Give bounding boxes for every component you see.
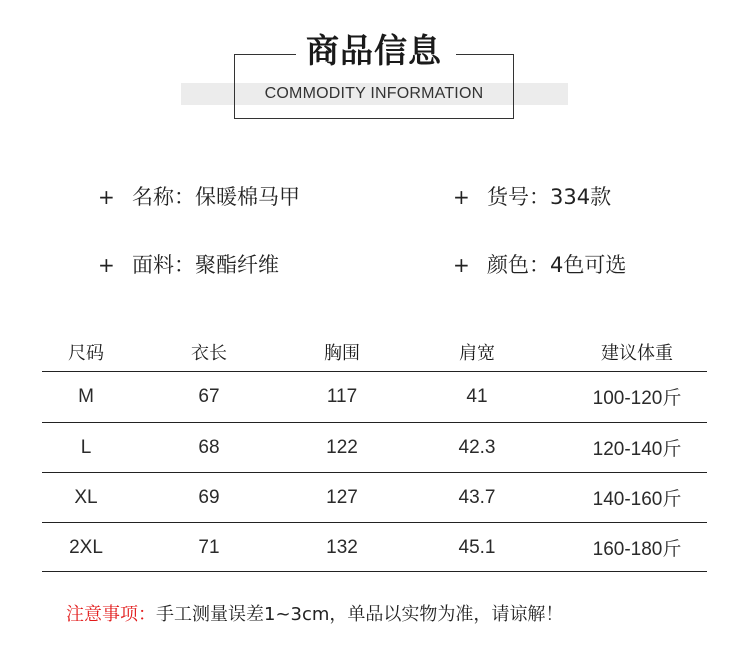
cell-chest: 127 (326, 486, 358, 508)
header-size: 尺码 (68, 343, 104, 364)
cell-length: 67 (198, 385, 220, 407)
page-title: 商品信息 (306, 31, 442, 70)
cell-length: 69 (198, 486, 220, 508)
info-name-text: 名称：保暖棉马甲 (132, 185, 300, 209)
note-label: 注意事项： (66, 604, 156, 625)
cell-weight: 100-120斤 (592, 388, 682, 409)
cell-chest: 122 (326, 436, 358, 458)
header-chest: 胸围 (324, 343, 360, 364)
cell-length: 71 (198, 536, 220, 558)
table-row (42, 423, 707, 472)
cell-length: 68 (198, 436, 220, 458)
header-length: 衣长 (191, 343, 227, 364)
page-subtitle: COMMODITY INFORMATION (264, 85, 484, 102)
cell-weight: 120-140斤 (592, 439, 682, 460)
info-item-color (453, 250, 626, 280)
size-table-header (42, 334, 707, 370)
info-color-text: 颜色：4色可选 (487, 253, 627, 277)
info-item-number-text: 货号：334款 (487, 185, 612, 209)
table-divider (42, 571, 707, 572)
cell-size: M (78, 385, 94, 407)
cell-weight: 160-180斤 (592, 539, 682, 560)
info-item-name (98, 182, 300, 212)
measurement-note (66, 600, 563, 630)
cell-chest: 117 (326, 385, 358, 407)
plus-icon: + (98, 253, 115, 277)
table-row (42, 372, 707, 421)
plus-icon: + (453, 185, 470, 209)
info-item-number (453, 182, 611, 212)
info-fabric-text: 面料：聚酯纤维 (132, 253, 279, 277)
cell-shoulder: 43.7 (458, 486, 496, 508)
header-shoulder: 肩宽 (459, 343, 495, 364)
cell-shoulder: 42.3 (458, 436, 496, 458)
cell-chest: 132 (326, 536, 358, 558)
plus-icon: + (98, 185, 115, 209)
plus-icon: + (453, 253, 470, 277)
header-weight: 建议体重 (601, 343, 673, 364)
table-row (42, 473, 707, 522)
cell-weight: 140-160斤 (592, 489, 682, 510)
cell-shoulder: 45.1 (458, 536, 496, 558)
table-row (42, 523, 707, 572)
cell-shoulder: 41 (466, 385, 488, 407)
info-item-fabric (98, 250, 279, 280)
cell-size: XL (74, 486, 98, 508)
note-text: 手工测量误差1~3cm，单品以实物为准，请谅解！ (156, 604, 564, 625)
cell-size: L (80, 436, 92, 458)
cell-size: 2XL (69, 536, 103, 558)
